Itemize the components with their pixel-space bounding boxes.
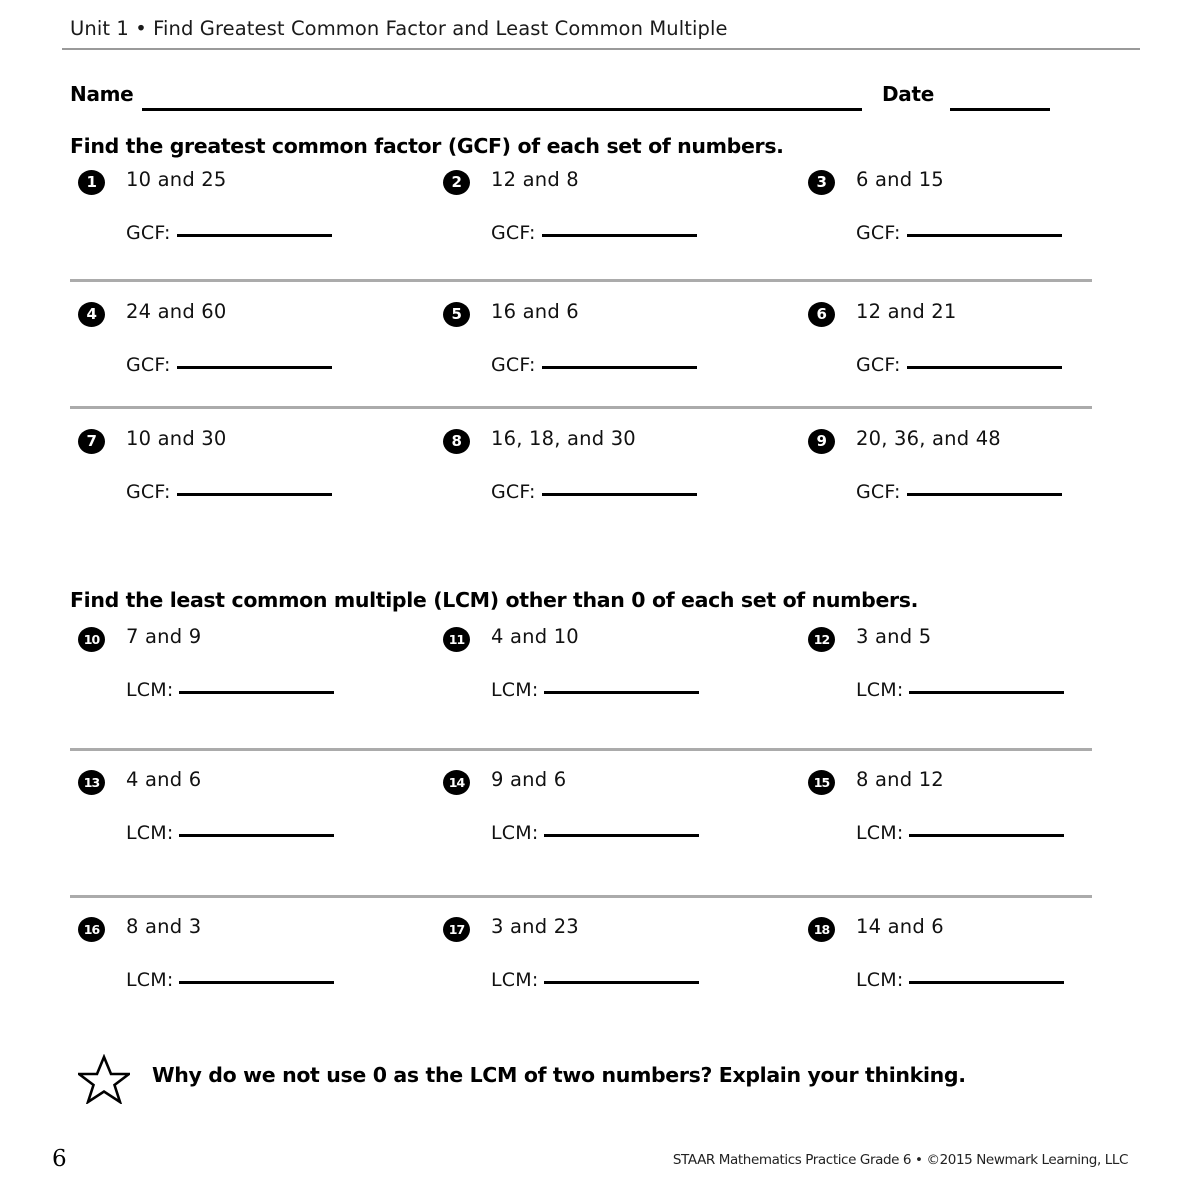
answer-label: GCF:	[491, 481, 536, 503]
answer-label: GCF:	[856, 222, 901, 244]
instruction-lcm: Find the least common multiple (LCM) other than 0 of each set of numbers.	[70, 588, 919, 612]
problem-row	[0, 768, 1200, 896]
answer-label: LCM:	[126, 969, 174, 991]
problem-prompt: 12 and 8	[491, 168, 579, 191]
problem-number-badge: 5	[443, 302, 470, 327]
problem-number-badge: 2	[443, 170, 470, 195]
answer-label: GCF:	[856, 354, 901, 376]
row-divider	[70, 895, 1092, 898]
problem-item	[808, 427, 1168, 547]
answer-label: LCM:	[126, 822, 174, 844]
answer-row	[856, 822, 1064, 848]
problem-prompt: 3 and 23	[491, 915, 579, 938]
problem-number-badge: 13	[78, 770, 105, 795]
row-divider	[70, 406, 1092, 409]
problem-prompt: 9 and 6	[491, 768, 567, 791]
instruction-gcf: Find the greatest common factor (GCF) of each set of numbers.	[70, 134, 784, 158]
problem-item	[78, 625, 438, 745]
answer-input-line[interactable]	[179, 691, 334, 694]
problem-item	[443, 300, 803, 420]
answer-label: GCF:	[856, 481, 901, 503]
answer-row	[856, 969, 1064, 995]
answer-input-line[interactable]	[179, 981, 334, 984]
problem-number-badge: 3	[808, 170, 835, 195]
row-divider	[70, 279, 1092, 282]
problem-number-badge: 6	[808, 302, 835, 327]
answer-input-line[interactable]	[909, 981, 1064, 984]
problem-number-badge: 10	[78, 627, 105, 652]
answer-row	[126, 354, 332, 380]
answer-row	[126, 222, 332, 248]
problem-prompt: 20, 36, and 48	[856, 427, 1001, 450]
answer-row	[856, 481, 1062, 507]
answer-input-line[interactable]	[542, 493, 697, 496]
problem-item	[78, 168, 438, 288]
answer-row	[126, 481, 332, 507]
answer-input-line[interactable]	[542, 366, 697, 369]
problem-prompt: 12 and 21	[856, 300, 957, 323]
date-label: Date	[882, 82, 935, 106]
problem-item	[808, 168, 1168, 288]
answer-row	[491, 222, 697, 248]
problem-prompt: 8 and 12	[856, 768, 944, 791]
name-label: Name	[70, 82, 134, 106]
name-input-line[interactable]	[142, 108, 862, 111]
problem-row	[0, 915, 1200, 1043]
problem-prompt: 14 and 6	[856, 915, 944, 938]
problem-prompt: 3 and 5	[856, 625, 932, 648]
problem-item	[808, 768, 1168, 888]
problem-prompt: 4 and 6	[126, 768, 202, 791]
answer-input-line[interactable]	[177, 366, 332, 369]
answer-row	[491, 969, 699, 995]
name-date-row	[70, 82, 1130, 114]
problem-item	[443, 625, 803, 745]
problem-prompt: 24 and 60	[126, 300, 227, 323]
answer-label: GCF:	[491, 222, 536, 244]
problem-number-badge: 12	[808, 627, 835, 652]
answer-row	[126, 822, 334, 848]
problem-number-badge: 18	[808, 917, 835, 942]
problem-item	[808, 300, 1168, 420]
answer-label: GCF:	[126, 481, 171, 503]
answer-row	[491, 481, 697, 507]
problem-prompt: 7 and 9	[126, 625, 202, 648]
answer-row	[491, 354, 697, 380]
challenge-question: Why do we not use 0 as the LCM of two numbers? Explain your thinking.	[152, 1063, 966, 1087]
answer-input-line[interactable]	[544, 981, 699, 984]
answer-label: LCM:	[856, 969, 904, 991]
answer-input-line[interactable]	[909, 691, 1064, 694]
answer-row	[126, 679, 334, 705]
answer-label: GCF:	[126, 354, 171, 376]
problem-prompt: 10 and 25	[126, 168, 227, 191]
answer-input-line[interactable]	[179, 834, 334, 837]
answer-label: LCM:	[856, 822, 904, 844]
problem-number-badge: 9	[808, 429, 835, 454]
answer-row	[126, 969, 334, 995]
page-number: 6	[52, 1146, 67, 1172]
page-title: Unit 1 • Find Greatest Common Factor and Least Common Multiple	[70, 17, 728, 40]
answer-row	[491, 679, 699, 705]
answer-input-line[interactable]	[907, 493, 1062, 496]
problem-prompt: 4 and 10	[491, 625, 579, 648]
answer-row	[856, 222, 1062, 248]
problem-item	[443, 915, 803, 1035]
problem-item	[78, 300, 438, 420]
problem-item	[78, 427, 438, 547]
problem-number-badge: 1	[78, 170, 105, 195]
problem-prompt: 16 and 6	[491, 300, 579, 323]
problem-item	[808, 915, 1168, 1035]
problem-number-badge: 16	[78, 917, 105, 942]
problem-item	[78, 915, 438, 1035]
answer-input-line[interactable]	[907, 366, 1062, 369]
problem-row	[0, 625, 1200, 753]
problem-item	[443, 427, 803, 547]
problem-prompt: 8 and 3	[126, 915, 202, 938]
answer-input-line[interactable]	[544, 691, 699, 694]
problem-number-badge: 4	[78, 302, 105, 327]
footer-credit: STAAR Mathematics Practice Grade 6 • ©2015 Newmark Learning, LLC	[672, 1152, 1128, 1168]
answer-label: GCF:	[126, 222, 171, 244]
answer-input-line[interactable]	[544, 834, 699, 837]
answer-input-line[interactable]	[909, 834, 1064, 837]
problem-number-badge: 17	[443, 917, 470, 942]
answer-label: LCM:	[126, 679, 174, 701]
problem-item	[78, 768, 438, 888]
problem-number-badge: 7	[78, 429, 105, 454]
answer-input-line[interactable]	[542, 234, 697, 237]
answer-label: LCM:	[491, 822, 539, 844]
problem-prompt: 10 and 30	[126, 427, 227, 450]
answer-row	[856, 354, 1062, 380]
answer-label: LCM:	[491, 679, 539, 701]
answer-label: LCM:	[856, 679, 904, 701]
problem-item	[808, 625, 1168, 745]
problem-item	[443, 168, 803, 288]
header-divider	[62, 48, 1140, 50]
problem-prompt: 6 and 15	[856, 168, 944, 191]
problem-number-badge: 11	[443, 627, 470, 652]
answer-input-line[interactable]	[177, 493, 332, 496]
problem-row	[0, 427, 1200, 555]
answer-input-line[interactable]	[907, 234, 1062, 237]
problem-number-badge: 15	[808, 770, 835, 795]
problem-number-badge: 8	[443, 429, 470, 454]
answer-label: LCM:	[491, 969, 539, 991]
star-icon	[78, 1054, 130, 1104]
problem-number-badge: 14	[443, 770, 470, 795]
row-divider	[70, 748, 1092, 751]
answer-row	[856, 679, 1064, 705]
problem-row	[0, 168, 1200, 296]
date-input-line[interactable]	[950, 108, 1050, 111]
answer-row	[491, 822, 699, 848]
answer-input-line[interactable]	[177, 234, 332, 237]
problem-item	[443, 768, 803, 888]
answer-label: GCF:	[491, 354, 536, 376]
problem-prompt: 16, 18, and 30	[491, 427, 636, 450]
